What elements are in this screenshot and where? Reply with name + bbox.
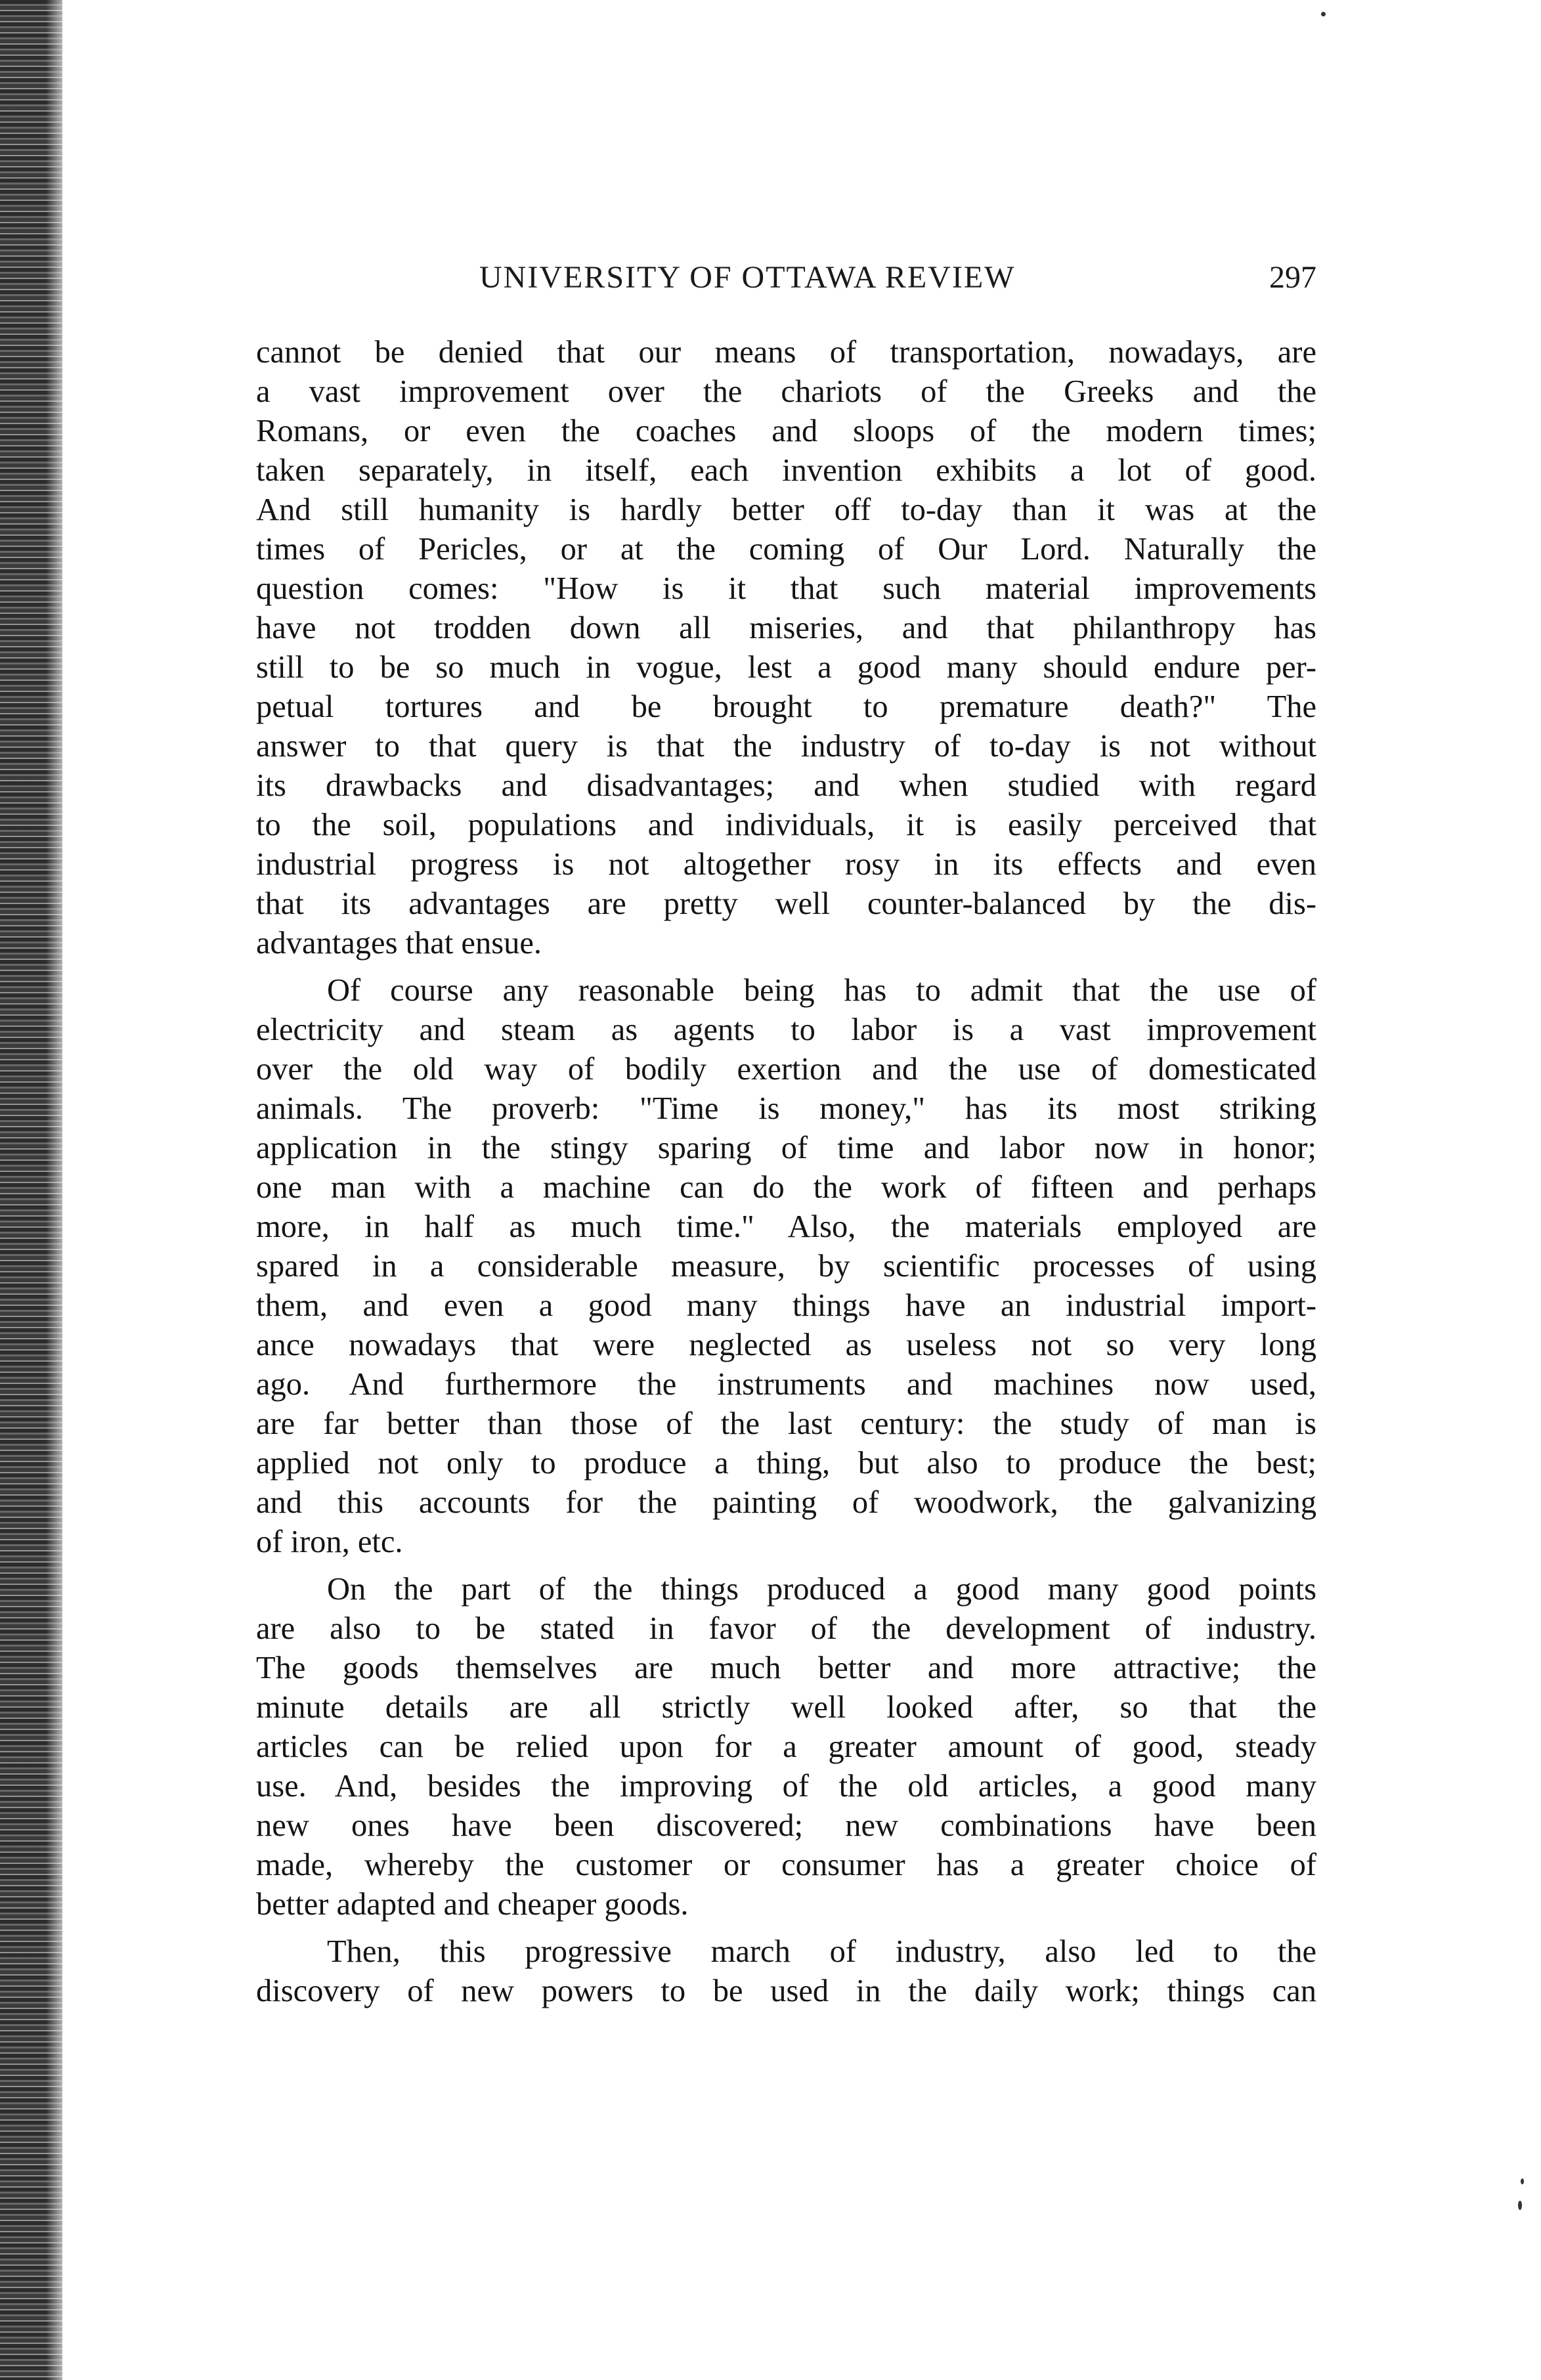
text-line: of iron, etc.	[256, 1525, 403, 1559]
text-line: advantages that ensue.	[256, 926, 542, 961]
text-line: discovery of new powers to be used in the daily work; things can	[256, 1974, 1316, 2008]
text-line: The goods themselves are much better and more attractive; the	[256, 1651, 1316, 1685]
scan-speck	[1521, 2178, 1524, 2184]
text-line: minute details are all strictly well looked after, so that the	[256, 1690, 1316, 1725]
text-line: times of Pericles, or at the coming of Our Lord. Naturally the	[256, 532, 1316, 567]
text-line: taken separately, in itself, each invention exhibits a lot of good.	[256, 453, 1316, 488]
paragraph-1	[256, 333, 1316, 963]
text-line: to the soil, populations and individuals, it is easily perceived that	[256, 808, 1316, 842]
book-page	[256, 259, 1316, 2019]
scan-speck	[1321, 12, 1326, 16]
text-line: have not trodden down all miseries, and that philanthropy has	[256, 611, 1316, 645]
binding-edge-fade	[46, 0, 72, 2380]
text-line: industrial progress is not altogether rosy in its effects and even	[256, 847, 1316, 882]
text-line: animals. The proverb: "Time is money," has its most striking	[256, 1091, 1316, 1126]
text-line: its drawbacks and disadvantages; and when studied with regard	[256, 768, 1316, 803]
text-line: Romans, or even the coaches and sloops of the modern times;	[256, 414, 1316, 448]
text-line: question comes: "How is it that such material improvements	[256, 571, 1316, 606]
text-line: made, whereby the customer or consumer has a greater choice of	[256, 1848, 1316, 1882]
text-line: articles can be relied upon for a greater amount of good, steady	[256, 1729, 1316, 1764]
text-line: And still humanity is hardly better off to-day than it was at the	[256, 492, 1316, 527]
text-line: On the part of the things produced a good many good points	[327, 1572, 1316, 1607]
scan-speck	[1518, 2201, 1522, 2210]
text-line: cannot be denied that our means of transportation, nowadays, are	[256, 335, 1316, 370]
text-line: them, and even a good many things have an industrial import-	[256, 1288, 1316, 1323]
text-line: Of course any reasonable being has to admit that the use of	[327, 973, 1316, 1008]
text-line: new ones have been discovered; new combinations have been	[256, 1808, 1316, 1843]
journal-title: UNIVERSITY OF OTTAWA REVIEW	[479, 260, 1016, 295]
text-line: that its advantages are pretty well counter-balanced by the dis-	[256, 886, 1316, 921]
page-number: 297	[1269, 260, 1316, 295]
running-head	[256, 259, 1316, 305]
text-line: Then, this progressive march of industry, also led to the	[327, 1934, 1316, 1969]
text-line: electricity and steam as agents to labor is a vast improvement	[256, 1012, 1316, 1047]
paragraph-4	[256, 1932, 1316, 2011]
text-line: and this accounts for the painting of woodwork, the galvanizing	[256, 1485, 1316, 1520]
text-line: more, in half as much time." Also, the materials employed are	[256, 1209, 1316, 1244]
paragraph-3	[256, 1570, 1316, 1924]
text-line: better adapted and cheaper goods.	[256, 1887, 689, 1922]
text-line: are also to be stated in favor of the development of industry.	[256, 1611, 1316, 1646]
text-line: are far better than those of the last century: the study of man is	[256, 1406, 1316, 1441]
text-line: ance nowadays that were neglected as useless not so very long	[256, 1328, 1316, 1362]
text-line: spared in a considerable measure, by scientific processes of using	[256, 1249, 1316, 1284]
text-line: use. And, besides the improving of the old articles, a good many	[256, 1769, 1316, 1804]
text-line: applied not only to produce a thing, but also to produce the best;	[256, 1446, 1316, 1481]
text-line: over the old way of bodily exertion and the use of domesticated	[256, 1052, 1316, 1087]
paragraph-2	[256, 971, 1316, 1562]
text-line: application in the stingy sparing of time and labor now in honor;	[256, 1131, 1316, 1165]
text-line: a vast improvement over the chariots of the Greeks and the	[256, 374, 1316, 409]
text-line: petual tortures and be brought to premature death?" The	[256, 689, 1316, 724]
text-line: one man with a machine can do the work of fifteen and perhaps	[256, 1170, 1316, 1205]
text-line: ago. And furthermore the instruments and machines now used,	[256, 1367, 1316, 1402]
text-line: answer to that query is that the industry of to-day is not without	[256, 729, 1316, 764]
text-line: still to be so much in vogue, lest a good many should endure per-	[256, 650, 1316, 685]
